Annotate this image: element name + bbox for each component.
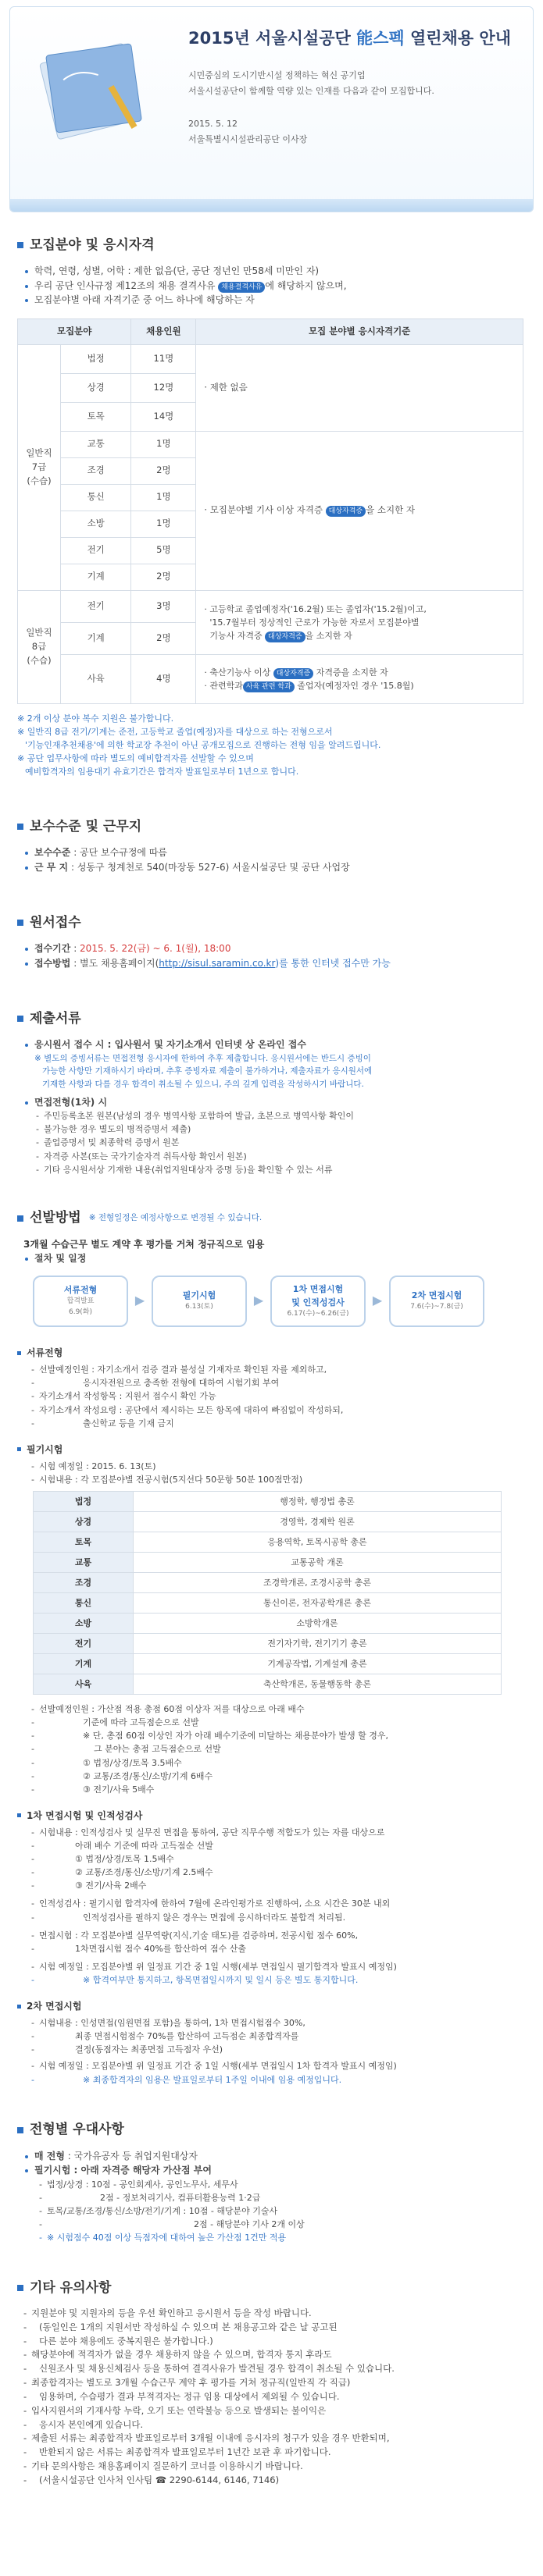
exam-subject-cell: 교통공학 개론 (134, 1553, 502, 1573)
application-list (23, 941, 526, 970)
table-header: 채용인원 (131, 318, 196, 344)
list-item: - 그 분야는 총점 고득점순으로 선발 (31, 1742, 526, 1756)
field-cell: 토목 (61, 402, 131, 431)
list-item: - 출신학교 등을 기재 금지 (31, 1417, 526, 1430)
list-item: 매 전형 : 국가유공자 등 취업지원대상자 (23, 2149, 526, 2164)
exam-field-cell: 법정 (34, 1492, 134, 1512)
list-item: 근 무 지 : 성동구 청계천로 540(마장동 527-6) 서울시설공단 및 공단 사업장 (23, 860, 526, 875)
table-row (18, 590, 523, 622)
cert-tag[interactable]: 대상자격증 (265, 632, 305, 642)
field-cell: 상경 (61, 373, 131, 402)
list-item: - 응시자 본인에게 있습니다. (23, 2418, 526, 2432)
disqualification-tag[interactable]: 채용결격사유 (218, 282, 265, 293)
documents-list (23, 1037, 526, 1052)
table-row (34, 1573, 502, 1593)
exam-field-cell: 전기 (34, 1634, 134, 1654)
qualification-list (23, 264, 526, 308)
list-item: - 2점 - 해당분야 기사 2개 이상 (39, 2218, 526, 2231)
list-item: 필기시험 : 아래 자격증 해당자 가산점 부여 (23, 2163, 526, 2178)
cert-tag[interactable]: 대상자격증 (326, 506, 366, 517)
group-cell: 일반직 7급 (수습) (18, 344, 61, 590)
list-item: - ※ 단, 총점 60점 이상인 자가 아래 배수기준에 미달하는 채용분야가 발생 할 경우, (31, 1729, 526, 1742)
list-item: 접수방법 : 별도 채용홈페이지(http://sisul.saramin.co.kr)를 통한 인터넷 접수만 가능 (23, 956, 526, 971)
square-bullet-icon (17, 2285, 23, 2291)
table-row (34, 1512, 502, 1532)
written-pass-list (31, 1703, 526, 1795)
count-cell: 14명 (131, 402, 196, 431)
list-item: 접수기간 : 2015. 5. 22(금) ~ 6. 1(월), 18:00 (23, 941, 526, 956)
count-cell: 11명 (131, 344, 196, 373)
field-cell: 통신 (61, 484, 131, 511)
list-item: - 1차면접시험 점수 40%를 합산하여 점수 산출 (31, 1942, 526, 1955)
preference-sub-list (39, 2178, 526, 2244)
header-bottom-bar (10, 199, 533, 212)
list-item: - ① 법정/상경/토목 1.5배수 (31, 1852, 526, 1866)
table-row (34, 1593, 502, 1614)
interview1-heading: 1차 면접시험 및 인적성검사 (17, 1809, 526, 1823)
table-row (18, 344, 523, 373)
list-item: 우리 공단 인사규정 제12조의 채용 결격사유 채용결격사유 에 해당하지 않으며, (23, 279, 526, 294)
count-cell: 1명 (131, 511, 196, 537)
square-bullet-icon (17, 920, 23, 926)
list-item: - ② 교통/조경/통신/소방/기계 6배수 (31, 1770, 526, 1783)
square-bullet-icon (17, 824, 23, 830)
list-item: - 자격증 사본(또는 국가기술자격 취득사항 확인서 원본) (36, 1150, 526, 1163)
field-cell: 전기 (61, 537, 131, 564)
list-item: 모집분야별 아래 자격기준 중 어느 하나에 해당하는 자 (23, 293, 526, 308)
criteria-cell: · 고등학교 졸업예정자('16.2월) 또는 졸업자('15.2월)이고, '15.7월부터 정상적인 근로가 가능한 자로서 모집분야별 기능사 자격증 대상자격증 을 소지한 자 (196, 590, 523, 654)
list-item: - (서울시설공단 인사처 인사팀 ☎ 2290-6144, 6146, 7146) (23, 2474, 526, 2488)
exam-subject-cell: 경영학, 경제학 원론 (134, 1512, 502, 1532)
table-row (18, 431, 523, 457)
list-item: - 입사지원서의 기재사항 누락, 오기 또는 연락불능 등으로 발생되는 불이익은 (23, 2404, 526, 2418)
exam-subject-cell: 조경학개론, 조경시공학 총론 (134, 1573, 502, 1593)
list-item: 응시원서 접수 시 : 입사원서 및 자기소개서 인터넷 상 온라인 접수 (23, 1037, 526, 1052)
group-cell: 일반직 8급 (수습) (18, 590, 61, 703)
list-item: - 인적성검사 : 필기시험 합격자에 한하여 7월에 온라인평가로 진행하여, 소요 시간은 30분 내외 (31, 1897, 526, 1910)
notice-header (9, 6, 534, 212)
exam-field-cell: 소방 (34, 1614, 134, 1634)
table-row (34, 1634, 502, 1654)
table-row (34, 1553, 502, 1573)
list-item: - 다른 분야 채용에도 중복지원은 불가합니다.) (23, 2335, 526, 2349)
exam-field-cell: 교통 (34, 1553, 134, 1573)
count-cell: 2명 (131, 564, 196, 590)
section-application (17, 912, 526, 970)
flow-title-list (23, 1251, 526, 1266)
doc-screening-heading: 서류전형 (17, 1346, 526, 1361)
exam-field-cell: 기계 (34, 1654, 134, 1674)
square-bullet-icon (17, 1016, 23, 1022)
list-item: - 법정/상경 : 10점 - 공인회계사, 공인노무사, 세무사 (39, 2178, 526, 2191)
field-cell: 전기 (61, 590, 131, 622)
table-header: 모집분야 (18, 318, 131, 344)
exam-subject-cell: 축산학개론, 동물행동학 총론 (134, 1674, 502, 1695)
section-qualification (17, 234, 526, 778)
flow-step: 1차 면접시험 및 인적성검사 6.17(수)~6.26(금) (270, 1276, 366, 1327)
list-item: - (동일인은 1개의 지원서만 작성하실 수 있으며 본 채용공고와 같은 날 공고된 (23, 2321, 526, 2335)
section-documents (17, 1008, 526, 1176)
exam-field-cell: 통신 (34, 1593, 134, 1614)
section-title: 원서접수 (17, 912, 526, 934)
exam-subject-cell: 행정학, 행정법 총론 (134, 1492, 502, 1512)
list-item: - 졸업증명서 및 최종학력 증명서 원본 (36, 1136, 526, 1149)
table-row (34, 1532, 502, 1553)
list-item: - 지원분야 및 지원자의 등을 우선 확인하고 응시원서 등을 작성 바랍니다. (23, 2307, 526, 2321)
flow-step: 필기시험 6.13(토) (152, 1276, 247, 1327)
list-item: - 주민등록초본 원본(남성의 경우 병역사항 포함하여 발급, 초본으로 병역사항 확인이 (36, 1109, 526, 1123)
exam-field-cell: 사육 (34, 1674, 134, 1695)
list-item: - 아래 배수 기준에 따라 고득점순 선발 (31, 1839, 526, 1852)
list-item: - 반환되지 않은 서류는 최종합격자 발표일로부터 1년간 보관 후 파기합니다. (23, 2446, 526, 2460)
list-item: - 최종합격자는 별도로 3개월 수습근무 계약 후 평가를 거쳐 정규직(일반직 각 직급) (23, 2376, 526, 2390)
list-item: - 임용하며, 수습평가 결과 부적격자는 정규 임용 대상에서 제외될 수 있습니다. (23, 2390, 526, 2404)
notes-list (23, 2307, 526, 2488)
preference-list (23, 2149, 526, 2178)
section-notes (17, 2277, 526, 2488)
count-cell: 2명 (131, 622, 196, 654)
header-description: 시민중심의 도시기반시설 정책하는 혁신 공기업 서울시설공단이 함께할 역량 있는 인재를 다음과 같이 모집합니다. (188, 70, 434, 96)
documents-interview-list (23, 1095, 526, 1110)
criteria-cell: · 모집분야별 기사 이상 자격증 대상자격증 을 소지한 자 (196, 431, 523, 590)
arrow-right-icon: ▶ (372, 1293, 383, 1308)
square-bullet-icon (17, 1215, 23, 1222)
list-item: - 제출된 서류는 최종합격자 발표일로부터 3개월 이내에 응시자의 청구가 있을 경우 반환되며, (23, 2432, 526, 2446)
selection-intro: 3개월 수습근무 별도 계약 후 평가를 거쳐 정규직으로 임용 (23, 1238, 265, 1250)
exam-subject-cell: 전기자기학, 전기기기 총론 (134, 1634, 502, 1654)
count-cell: 2명 (131, 457, 196, 484)
count-cell: 4명 (131, 654, 196, 703)
list-item: 면접전형(1차) 시 (23, 1095, 526, 1110)
exam-subject-cell: 기계공작법, 기계설계 총론 (134, 1654, 502, 1674)
interview-docs (36, 1109, 526, 1176)
list-item: - 토목/교통/조경/통신/소방/전기/기계 : 10점 - 해당분야 기술사 (39, 2204, 526, 2218)
field-cell: 기계 (61, 564, 131, 590)
recruit-homepage-link[interactable]: http://sisul.saramin.co.kr (159, 957, 276, 969)
field-cell: 기계 (61, 622, 131, 654)
header-date: 2015. 5. 12 서울특별시시설관리공단 이사장 (188, 119, 308, 144)
exam-field-cell: 조경 (34, 1573, 134, 1593)
list-item: - 2점 - 정보처리기사, 컴퓨터활용능력 1·2급 (39, 2191, 526, 2204)
cert-tag[interactable]: 대상자격증 (273, 668, 313, 679)
list-item: - 최종 면접시험점수 70%를 합산하여 고득점순 최종합격자를 (31, 2030, 526, 2043)
notes: ※ 2개 이상 분야 복수 지원은 불가합니다. ※ 일반직 8급 전기/기계는 준전, 고등학교 졸업(예정)자를 대상으로 하는 전형으로서 '기능인재추천채용'에 의한 학교장 추천이 아닌 공개모집으로 진행하는 전형 임을 알려드립니다. ※ 공단 업무사항에 따라 별도의 예비합격자를 선발할 수 있으며 예비합격자의 임용대기 유효기간은 합격자 발표일로부터 1년으로 합니다. (17, 713, 381, 777)
list-item: - 면접시험 : 각 모집분야별 실무역량(지식,기술 태도)를 검증하며, 전공시험 점수 60%, (31, 1929, 526, 1942)
criteria-cell: · 제한 없음 (196, 344, 523, 431)
list-item: - 자기소개서 작성요령 : 공단에서 제시하는 모든 항목에 대하여 빠짐없이 작성하되, (31, 1404, 526, 1417)
exam-subject-cell: 응용역학, 토목시공학 총론 (134, 1532, 502, 1553)
selection-flow (33, 1276, 526, 1327)
exam-field-cell: 토목 (34, 1532, 134, 1553)
written-exam-list (31, 1460, 526, 1486)
notebook-illustration (34, 29, 151, 146)
field-cell: 교통 (61, 431, 131, 457)
list-item: - ※ 최종합격자의 임용은 발표일로부터 1주일 이내에 임용 예정입니다. (31, 2073, 526, 2087)
table-row (34, 1674, 502, 1695)
section-selection (17, 1208, 526, 2087)
list-item: - 불가능한 경우 별도의 병적증명서 제출) (36, 1123, 526, 1136)
list-item: 보수수준 : 공단 보수규정에 따름 (23, 845, 526, 860)
table-header: 모집 분야별 응시자격기준 (196, 318, 523, 344)
interview2-heading: 2차 면접시험 (17, 1999, 526, 2014)
list-item: - ※ 시험점수 40점 이상 득점자에 대하여 높은 가산점 1건만 적용 (39, 2231, 526, 2244)
count-cell: 5명 (131, 537, 196, 564)
list-item: - ① 법정/상경/토목 3.5배수 (31, 1756, 526, 1770)
list-item: - ※ 합격여부만 통지하고, 항목면접일시까지 및 일시 등은 별도 통지합니다. (31, 1973, 526, 1987)
flow-step: 서류전형 합격발표 6.9(화) (33, 1276, 128, 1327)
list-item: 절차 및 일정 (23, 1251, 526, 1266)
section-title: 보수수준 및 근무지 (17, 816, 526, 838)
list-item: - ② 교통/조경/통신/소방/기계 2.5배수 (31, 1866, 526, 1879)
list-item: - 신원조사 및 채용신체검사 등을 통하여 결격사유가 발견될 경우 합격이 취소될 수 있습니다. (23, 2362, 526, 2376)
recruitment-notice (0, 6, 543, 2488)
list-item: - 해당분야에 적격자가 없을 경우 채용하지 않을 수 있으며, 합격자 통지 후라도 (23, 2348, 526, 2362)
field-cell: 소방 (61, 511, 131, 537)
count-cell: 12명 (131, 373, 196, 402)
square-bullet-icon (17, 2127, 23, 2133)
section-title: 선발방법 ※ 전형일정은 예정사항으로 변경될 수 있습니다. (17, 1208, 526, 1229)
section-title: 모집분야 및 응시자격 (17, 234, 526, 256)
field-cell: 법정 (61, 344, 131, 373)
doc-screening-list (31, 1363, 526, 1429)
arrow-right-icon: ▶ (134, 1293, 145, 1308)
count-cell: 3명 (131, 590, 196, 622)
table-row (34, 1492, 502, 1512)
list-item: 학력, 연령, 성별, 어학 : 제한 없음(단, 공단 정년인 만58세 미만인 자) (23, 264, 526, 279)
list-item: - 시험 예정일 : 모집분야별 위 일정표 기간 중 1일 시행(세부 면접일시 1차 합격자 발표시 예정임) (31, 2059, 526, 2073)
section-salary (17, 816, 526, 874)
list-item: - 결정(동점자는 최종면접 고득점자 우선) (31, 2043, 526, 2056)
salary-list (23, 845, 526, 874)
list-item: - 시험내용 : 인적성검사 및 실무진 면접을 통하여, 공단 직무수행 적합도가 있는 자를 대상으로 (31, 1826, 526, 1839)
list-item: - 자기소개서 작성항목 : 지원서 접수시 확인 가능 (31, 1389, 526, 1403)
square-bullet-icon (17, 242, 23, 248)
field-cell: 조경 (61, 457, 131, 484)
table-row (34, 1654, 502, 1674)
list-item: - 응시자전원으로 충족한 전형에 대하여 시험기회 부여 (31, 1376, 526, 1389)
dept-tag[interactable]: 사육 관련 학과 (243, 681, 295, 692)
list-item: - 인적성검사를 필하지 않은 경우는 면접에 응시하더라도 불합격 처리됨. (31, 1911, 526, 1924)
flow-step: 2차 면접시험 7.6(수)~7.8(금) (389, 1276, 484, 1327)
field-cell: 사육 (61, 654, 131, 703)
page-title: 2015년 서울시설공단 能스펙 열린채용 안내 (188, 29, 511, 48)
documents-note: ※ 별도의 증빙서류는 면접전형 응시자에 한하여 추후 제출합니다. 응시원서에는 반드시 증빙이 가능한 사항만 기재하시기 바라며, 추후 증빙자료 제출이 불가하거나, 제출자료가 응시원서에 기재한 사항과 다를 경우 합격이 취소될 수 있으니, 주의 깊게 입력을 작성하시기 바랍니다. (34, 1053, 373, 1089)
interview1-list (31, 1826, 526, 1987)
table-row (18, 654, 523, 703)
list-item: - 기준에 따라 고득점순으로 선발 (31, 1716, 526, 1729)
count-cell: 1명 (131, 431, 196, 457)
exam-subject-cell: 통신이론, 전자공학개론 총론 (134, 1593, 502, 1614)
list-item: - 시험내용 : 인성면접(임원면접 포함)을 통하여, 1차 면접시험점수 30%, (31, 2016, 526, 2030)
list-item: - ③ 전기/사육 5배수 (31, 1783, 526, 1796)
table-row (34, 1614, 502, 1634)
list-item: - 기타 응시원서상 기재한 내용(취업지원대상자 증명 등)을 확인할 수 있는 서류 (36, 1163, 526, 1176)
arrow-right-icon: ▶ (253, 1293, 264, 1308)
recruitment-table (17, 318, 523, 704)
written-exam-heading: 필기시험 (17, 1443, 526, 1457)
list-item: - 시험 예정일 : 2015. 6. 13(토) (31, 1460, 526, 1473)
exam-field-cell: 상경 (34, 1512, 134, 1532)
section-title: 제출서류 (17, 1008, 526, 1030)
interview2-list (31, 2016, 526, 2086)
exam-subject-cell: 소방학개론 (134, 1614, 502, 1634)
exam-subject-table (33, 1491, 502, 1695)
section-preference (17, 2119, 526, 2244)
list-item: - 선발예정인원 : 자기소개서 검증 결과 불성실 기재자로 확인된 자를 제외하고, (31, 1363, 526, 1376)
list-item: - 시험 예정일 : 모집분야별 위 일정표 기간 중 1일 시행(세부 면접일시 필기합격자 발표시 예정임) (31, 1960, 526, 1973)
section-title: 전형별 우대사항 (17, 2119, 526, 2141)
list-item: - 시험내용 : 각 모집분야별 전공시험(5지선다 50문항 50분 100점만점) (31, 1473, 526, 1486)
criteria-cell: · 축산기능사 이상 대상자격증 자격증을 소지한 자 · 관련학과 사육 관련 학과 졸업자(예정자인 경우 '15.8월) (196, 654, 523, 703)
list-item: - 기타 문의사항은 채용홈페이지 질문하기 코너를 이용하시기 바랍니다. (23, 2460, 526, 2474)
list-item: - ③ 전기/사육 2배수 (31, 1879, 526, 1892)
list-item: - 선발예정인원 : 가산점 적용 총점 60점 이상자 저를 대상으로 아래 배수 (31, 1703, 526, 1716)
count-cell: 1명 (131, 484, 196, 511)
section-title: 기타 유의사항 (17, 2277, 526, 2299)
